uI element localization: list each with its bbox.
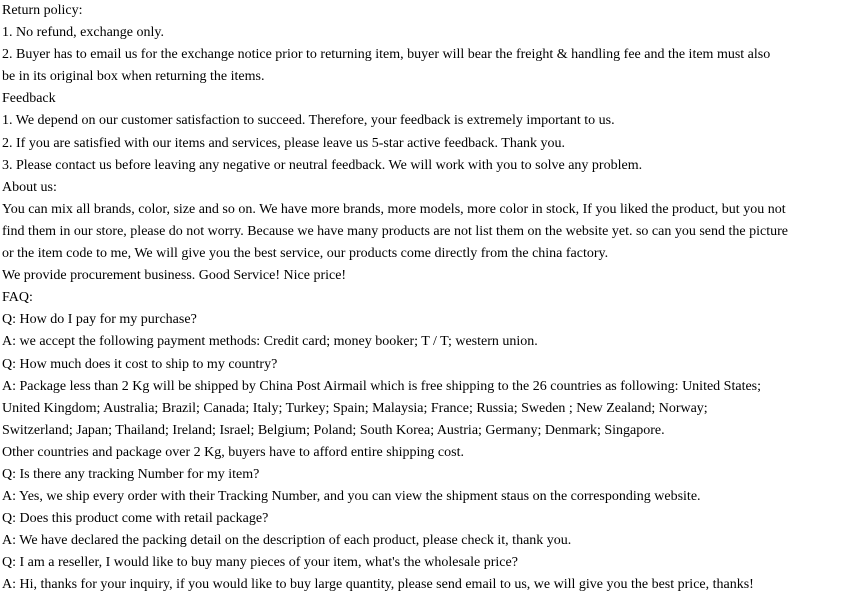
faq-question-shipping-cost: Q: How much does it cost to ship to my country? [2, 356, 278, 372]
faq-answer-retail-package: A: We have declared the packing detail on the description of each product, please check it, thank you. [2, 533, 572, 549]
faq-question-tracking: Q: Is there any tracking Number for my item? [2, 466, 260, 482]
faq-question-payment: Q: How do I pay for my purchase? [2, 312, 197, 328]
about-us-text-line-4: We provide procurement business. Good Service! Nice price! [2, 268, 347, 284]
feedback-heading: Feedback [2, 91, 56, 107]
about-us-text-line-3: or the item code to me, We will give you the best service, our products come directly from the china factory. [2, 246, 609, 262]
faq-answer-shipping-line-2: United Kingdom; Australia; Brazil; Canada; Italy; Turkey; Spain; Malaysia; France; Russia; Sweden ; New Zealand; Norway; [2, 400, 708, 416]
about-us-text-line-2: find them in our store, please do not worry. Because we have many products are not list them on the website yet. so can you send the picture [2, 223, 788, 239]
about-us-text-line-1: You can mix all brands, color, size and so on. We have more brands, more models, more color in stock, If you liked the product, but you not [2, 201, 786, 217]
faq-answer-payment: A: we accept the following payment methods: Credit card; money booker; T / T; western union. [2, 334, 538, 350]
feedback-item-2: 2. If you are satisfied with our items and services, please leave us 5-star active feedback. Thank you. [2, 135, 566, 151]
faq-question-retail-package: Q: Does this product come with retail package? [2, 511, 269, 527]
faq-question-wholesale: Q: I am a reseller, I would like to buy many pieces of your item, what's the wholesale price? [2, 555, 518, 571]
about-us-heading: About us: [2, 179, 57, 195]
faq-answer-shipping-line-3: Switzerland; Japan; Thailand; Ireland; Israel; Belgium; Poland; South Korea; Austria; Germany; Denmark; Singapore. [2, 422, 665, 438]
return-policy-heading: Return policy: [2, 3, 83, 18]
return-policy-item-2-line-1: 2. Buyer has to email us for the exchange notice prior to returning item, buyer will bear the freight & handling fee and the item must also [2, 47, 771, 63]
return-policy-item-1: 1. No refund, exchange only. [2, 25, 164, 41]
faq-heading: FAQ: [2, 290, 33, 306]
feedback-item-3: 3. Please contact us before leaving any negative or neutral feedback. We will work with you to solve any problem. [2, 157, 643, 173]
faq-answer-tracking: A: Yes, we ship every order with their Tracking Number, and you can view the shipment staus on the corresponding website. [2, 489, 701, 505]
faq-answer-shipping-line-1: A: Package less than 2 Kg will be shipped by China Post Airmail which is free shipping to the 26 countries as following: United States; [2, 378, 762, 394]
return-policy-item-2-line-2: be in its original box when returning the items. [2, 69, 265, 85]
feedback-item-1: 1. We depend on our customer satisfaction to succeed. Therefore, your feedback is extremely important to us. [2, 113, 615, 129]
faq-answer-shipping-line-4: Other countries and package over 2 Kg, buyers have to afford entire shipping cost. [2, 444, 464, 460]
faq-answer-wholesale: A: Hi, thanks for your inquiry, if you would like to buy large quantity, please send email to us, we will give you the best price, thanks! [2, 577, 754, 593]
